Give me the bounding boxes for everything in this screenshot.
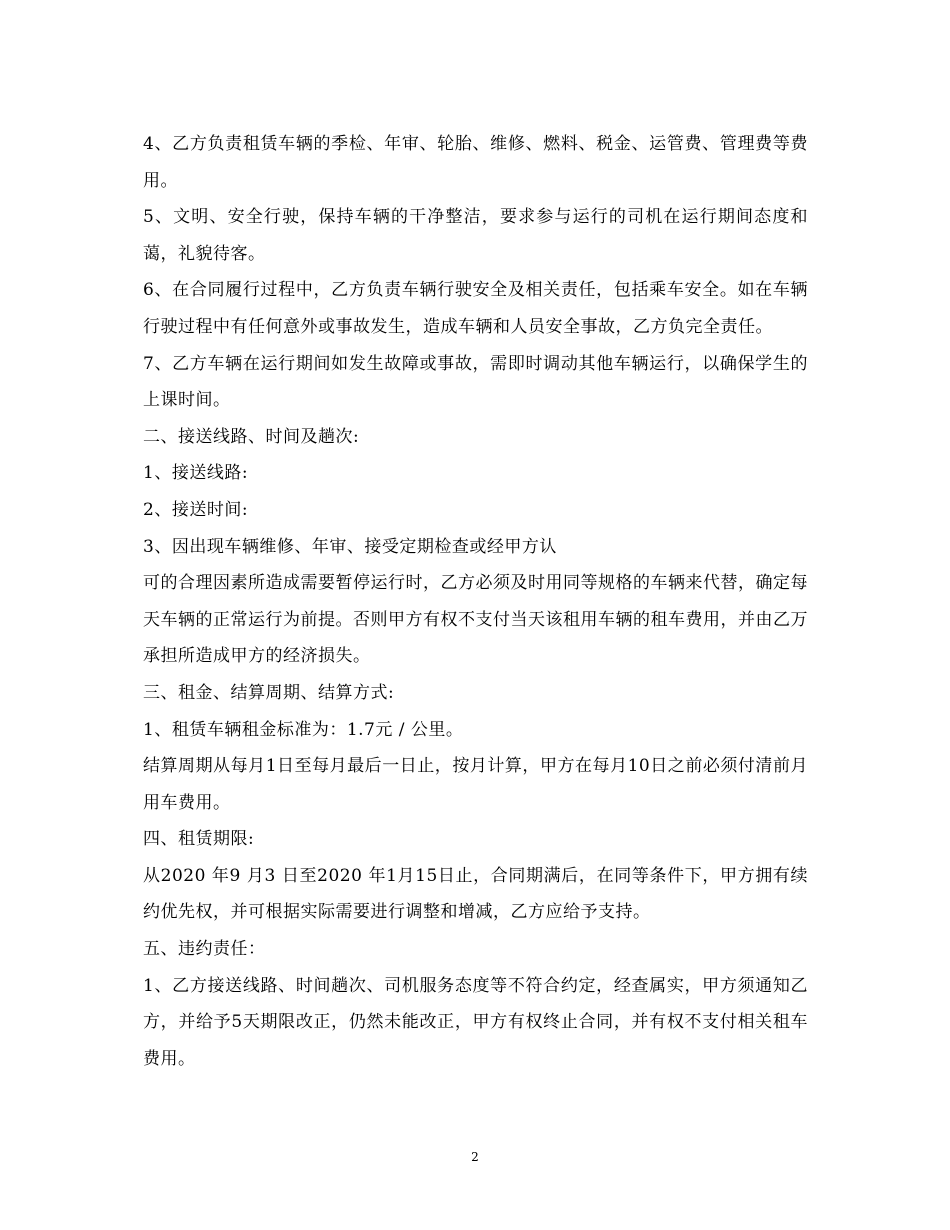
page-number: 2 [471,1150,479,1164]
paragraph-rent-standard: 1、租赁车辆租金标准为：1.7元 / 公里。 [143,719,464,740]
paragraph-route: 1、接送线路: [143,463,249,484]
paragraph-term: 从2020 年9 月3 日至2020 年1月15日止，合同期满后，在同等条件下，甲方拥有续约优先权，并可根据实际需要进行调整和增减，乙方应给予支持。 [143,865,808,923]
paragraph-clause-7: 7、乙方车辆在运行期间如发生故障或事故，需即时调动其他车辆运行，以确保学生的上课时间。 [143,353,808,411]
paragraph-time: 2、接送时间: [143,499,249,520]
paragraph-clause-6: 6、在合同履行过程中，乙方负责车辆行驶安全及相关责任，包括乘车安全。如在车辆行驶过程中有任何意外或事故发生，造成车辆和人员安全事故，乙方负完全责任。 [143,280,808,337]
section-heading-2: 二、接送线路、时间及趟次: [143,426,360,447]
document-body [143,126,808,1077]
section-heading-5: 五、违约责任： [143,939,266,960]
paragraph-suspension-start: 3、因出现车辆维修、年审、接受定期检查或经甲方认 [143,536,557,557]
paragraph-clause-5: 5、文明、安全行驶，保持车辆的干净整洁，要求参与运行的司机在运行期间态度和蔼，礼貌待客。 [143,207,808,264]
section-heading-3: 三、租金、结算周期、结算方式: [143,682,395,703]
paragraph-clause-4: 4、乙方负责租赁车辆的季检、年审、轮胎、维修、燃料、税金、运管费、管理费等费用。 [143,134,808,191]
paragraph-suspension-cont: 可的合理因素所造成需要暂停运行时，乙方必须及时用同等规格的车辆来代替，确定每天车辆的正常运行为前提。否则甲方有权不支付当天该租用车辆的租车费用，并由乙万承担所造成甲方的经济损失。 [143,573,808,667]
paragraph-settlement: 结算周期从每月1日至每月最后一日止，按月计算，甲方在每月10日之前必须付清前月用车费用。 [143,756,808,813]
paragraph-breach: 1、乙方接送线路、时间趟次、司机服务态度等不符合约定，经查属实，甲方须通知乙方，并给予5天期限改正，仍然未能改正，甲方有权终止合同，并有权不支付相关租车费用。 [143,975,808,1069]
section-heading-4: 四、租赁期限: [143,829,255,850]
